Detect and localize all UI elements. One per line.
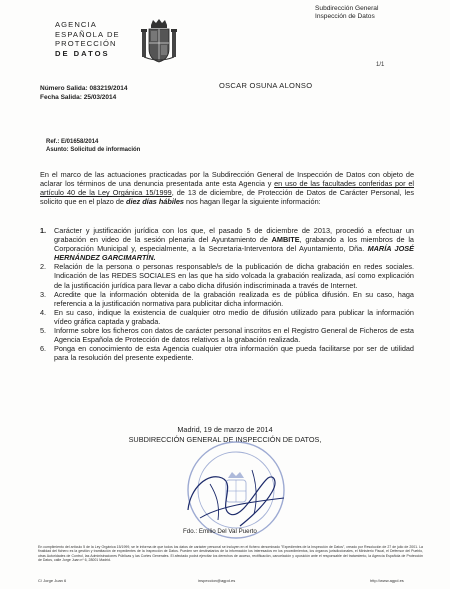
list-item bbox=[40, 326, 414, 344]
list-item bbox=[40, 262, 414, 289]
handwritten-signature bbox=[160, 448, 300, 538]
agency-logo bbox=[55, 20, 205, 70]
item-text: Carácter y justificación jurídica con los que, el pasado 5 de diciembre de 2013, procedió a efectuar un grabación en video de la sesión plenaria del Ayuntamiento de bbox=[54, 226, 414, 245]
item-text: En su caso, indique la existencia de cualquier otro medio de difusión utilizado para publicar la información vídeo gráfica captada y grabada. bbox=[54, 307, 414, 326]
item-number: 5. bbox=[40, 326, 47, 336]
intro-part-1: En el marco de las actuaciones practicadas por la Subdirección General de Inspección de Datos con objeto de aclarar los términos de una denuncia presentada ante esta Agencia y bbox=[40, 170, 414, 189]
item-municipality: AMBITE bbox=[271, 235, 300, 245]
request-list bbox=[40, 226, 414, 362]
intro-part-3: , de 13 de diciembre, de Protección de Datos de Carácter Personal, les solicito que en el plazo de bbox=[40, 188, 414, 207]
page-number: 1/1 bbox=[376, 62, 385, 68]
item-number: 1. bbox=[40, 226, 47, 235]
output-number: Número Salida: 083219/2014 bbox=[40, 85, 128, 92]
item-text: Relación de la persona o personas responsable/s de la publicación de dicha grabación en redes sociales. Indicación de las REDES SOCIALES en las que ha sido volcada la grabación realizada, así como explicación de la justificación jurídica para llevar a cabo dicha difusión indiscriminada a través de Internet. bbox=[54, 262, 414, 290]
department-line-2: Inspección de Datos bbox=[315, 13, 375, 20]
list-item bbox=[40, 344, 414, 362]
intro-paragraph bbox=[40, 170, 414, 206]
department-line-1: Subdirección General bbox=[315, 5, 379, 12]
footer-email: inspeccion@agpd.es bbox=[198, 578, 236, 583]
list-item bbox=[40, 308, 414, 326]
footer-address: C/ Jorge Juan 6 bbox=[38, 578, 67, 583]
intro-legal-basis: en uso de las facultades conferidas por el artículo 40 de la Ley Orgánica 15/1999 bbox=[40, 179, 414, 198]
item-number: 6. bbox=[40, 344, 47, 354]
place-date: Madrid, 19 de marzo de 2014 bbox=[177, 425, 273, 434]
item-number: 3. bbox=[40, 289, 47, 299]
data-protection-notice: En cumplimiento del artículo 5 de la Ley Orgánica 15/1999, se le informa de que todos los datos de carácter personal se incluyen en el fichero denominado "Expedientes de la Inspección de Datos", creado por Resolución de 27 de julio de 2001. La finalidad del fichero es la gestión y tramitación de expedientes de la Inspección de Datos. Pueden ser destinatarios de la información los interesados en los procedimientos, los órganos jurisdiccionales, el Ministerio Fiscal, el Defensor del Pueblo, otras Autoridades de Control, las Administraciones Públicas y las Cortes Generales. El afectado podrá ejercitar los derechos de acceso, rectificación, cancelación y oposición ante el responsable del tratamiento, la Agencia Española de Protección de Datos, calle Jorge Juan nº 6, 28001 Madrid. bbox=[38, 545, 423, 563]
reference-number: Ref.: E/01658/2014 bbox=[46, 139, 99, 145]
logo-line-1: AGENCIA bbox=[55, 20, 97, 29]
logo-line-3: PROTECCIÓN bbox=[55, 39, 117, 49]
intro-deadline: diez días hábiles bbox=[126, 197, 184, 207]
item-text: Informe sobre los ficheros con datos de carácter personal inscritos en el Registro General de Ficheros de esta Agencia Española de Protección de datos relativos a la grabación realizada. bbox=[54, 326, 414, 345]
subject-line: Asunto: Solicitud de información bbox=[46, 147, 141, 153]
item-text: , grabando a los miembros de la Corporación Municipal y, especialmente, a la Secretaria-Interventora del Ayuntamiento, Dña. bbox=[54, 235, 414, 254]
subject-refs bbox=[46, 138, 140, 154]
item-number: 4. bbox=[40, 307, 47, 317]
logo-line-2: ESPAÑOLA DE bbox=[55, 29, 120, 39]
coat-of-arms-icon bbox=[139, 19, 179, 65]
output-refs bbox=[40, 84, 127, 102]
list-item bbox=[40, 290, 414, 308]
output-date: Fecha Salida: 25/03/2014 bbox=[40, 94, 117, 101]
department-header bbox=[315, 5, 378, 21]
item-person-name: MARÍA JOSÉ HERNÁNDEZ GARCIMARTÍN. bbox=[54, 244, 415, 263]
intro-part-5: nos hagan llegar la siguiente información: bbox=[184, 197, 321, 207]
signer-department: SUBDIRECCIÓN GENERAL DE INSPECCIÓN DE DATOS, bbox=[128, 435, 322, 444]
item-text: Acredite que la información obtenida de la grabación realizada es de pública difusión. En su caso, haga referencia a la justificación normativa para publicitar dicha información. bbox=[54, 289, 414, 308]
signer-name: Fdo.: Emilio Del Val Puerto bbox=[183, 528, 257, 535]
list-item bbox=[40, 226, 414, 262]
logo-text bbox=[55, 20, 120, 58]
item-text: Ponga en conocimiento de esta Agencia cualquier otra información que pueda facilitarse por ser de utilidad para la resolución del presente expediente. bbox=[54, 344, 414, 363]
recipient-name: OSCAR OSUNA ALONSO bbox=[219, 81, 313, 90]
item-number: 2. bbox=[40, 262, 47, 272]
logo-line-4: DE DATOS bbox=[55, 48, 110, 58]
footer-website: http://www.agpd.es bbox=[370, 578, 404, 583]
